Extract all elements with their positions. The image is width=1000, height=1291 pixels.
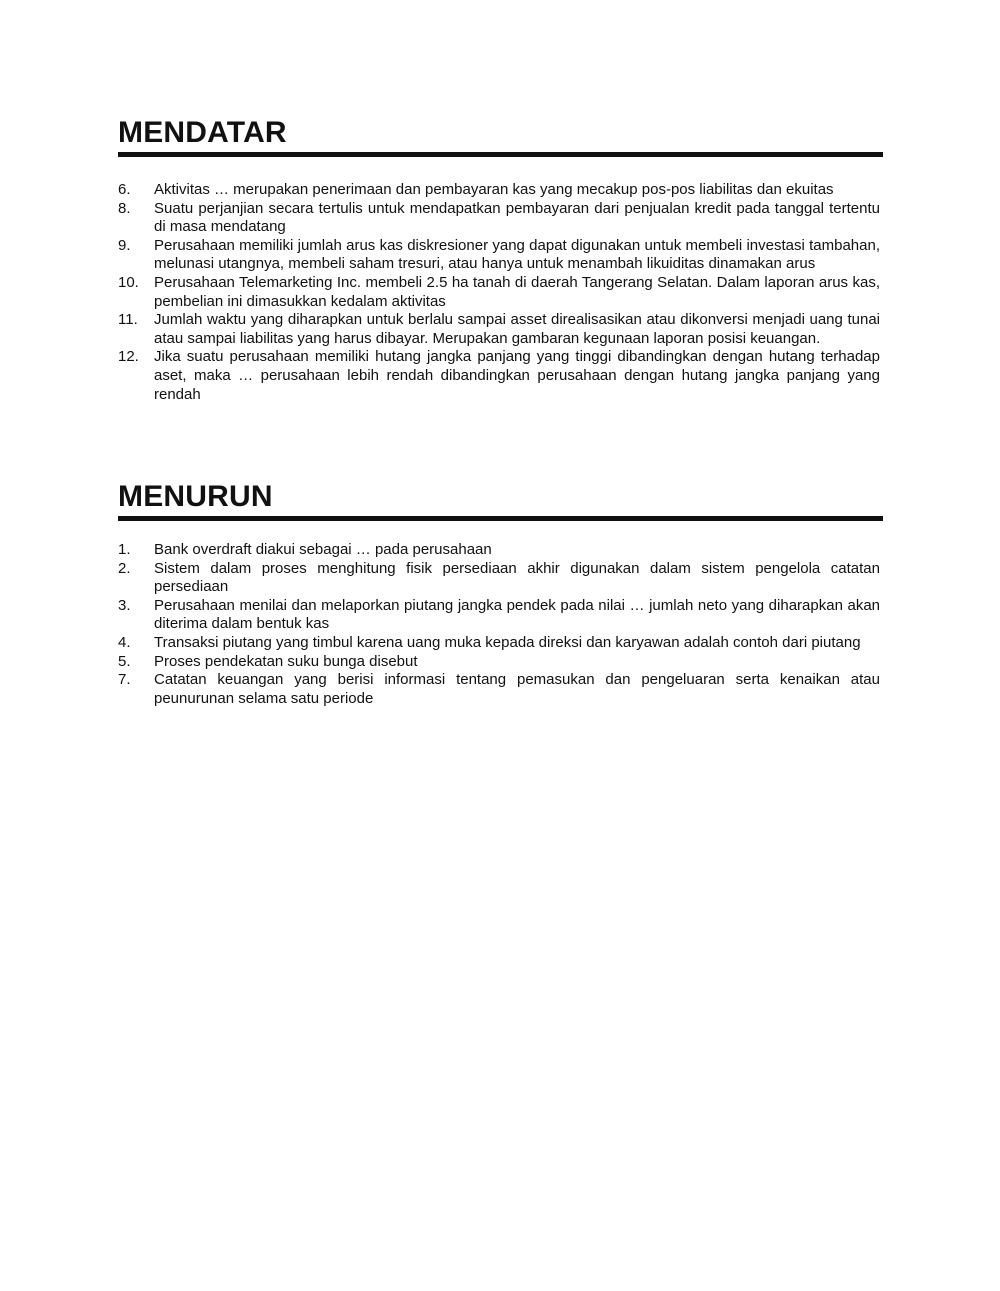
down-heading: MENURUN (118, 480, 273, 513)
down-section (118, 480, 883, 708)
clue-number: 5. (118, 652, 131, 670)
clue-number: 8. (118, 199, 131, 217)
clue-text: Aktivitas … merupakan penerimaan dan pembayaran kas yang mecakup pos-pos liabilitas dan ekuitas (154, 181, 834, 198)
clue-text: Perusahaan menilai dan melaporkan piutang jangka pendek pada nilai … jumlah neto yang diharapkan akan diterima dalam bentuk kas (154, 596, 880, 633)
down-clue-list (118, 541, 883, 708)
clue-number: 6. (118, 181, 131, 198)
across-heading-rule (118, 152, 883, 157)
clue-number: 9. (118, 236, 131, 254)
clue-text: Sistem dalam proses menghitung fisik persediaan akhir digunakan dalam sistem pengelola catatan persediaan (154, 559, 880, 596)
down-clue-5 (118, 653, 883, 672)
across-clue-11 (118, 311, 883, 348)
down-clue-7 (118, 671, 883, 708)
clue-number: 1. (118, 541, 131, 558)
across-clue-12 (118, 348, 883, 404)
clue-number: 10. (118, 273, 139, 291)
clue-text: Perusahaan Telemarketing Inc. membeli 2.5 ha tanah di daerah Tangerang Selatan. Dalam laporan arus kas, pembelian ini dimasukkan kedalam aktivitas (154, 273, 880, 310)
across-clue-9 (118, 237, 883, 274)
across-section (118, 116, 883, 404)
clue-number: 12. (118, 348, 139, 366)
clue-text: Jumlah waktu yang diharapkan untuk berlalu sampai asset direalisasikan atau dikonversi menjadi uang tunai atau sampai liabilitas yang harus dibayar. Merupakan gambaran kegunaan laporan posisi keuangan. (154, 311, 880, 347)
clue-text: Perusahaan memiliki jumlah arus kas diskresioner yang dapat digunakan untuk membeli investasi tambahan, melunasi utangnya, membeli saham tresuri, atau hanya untuk menambah likuiditas dinamakan arus (154, 236, 880, 273)
clue-text: Jika suatu perusahaan memiliki hutang jangka panjang yang tinggi dibandingkan dengan hutang terhadap aset, maka … perusahaan lebih rendah dibandingkan perusahaan dengan hutang jangka panjang yang rendah (154, 348, 880, 403)
clue-number: 2. (118, 559, 131, 577)
across-clue-8 (118, 200, 883, 237)
down-clue-3 (118, 597, 883, 634)
down-heading-rule (118, 516, 883, 521)
down-clue-4 (118, 634, 883, 653)
clue-text: Proses pendekatan suku bunga disebut (154, 652, 418, 670)
clue-text: Transaksi piutang yang timbul karena uang muka kepada direksi dan karyawan adalah contoh dari piutang (154, 633, 861, 651)
down-clue-1 (118, 541, 883, 560)
clue-number: 4. (118, 633, 131, 651)
across-clue-10 (118, 274, 883, 311)
across-heading: MENDATAR (118, 116, 287, 149)
clue-number: 7. (118, 671, 131, 689)
clue-number: 11. (118, 311, 138, 329)
across-clue-6 (118, 181, 883, 200)
clue-number: 3. (118, 596, 131, 614)
clue-text: Bank overdraft diakui sebagai … pada perusahaan (154, 541, 492, 558)
clue-text: Catatan keuangan yang berisi informasi tentang pemasukan dan pengeluaran serta kenaikan atau peunurunan selama satu periode (154, 671, 880, 707)
across-clue-list (118, 181, 883, 404)
clue-text: Suatu perjanjian secara tertulis untuk mendapatkan pembayaran dari penjualan kredit pada tanggal tertentu di masa mendatang (154, 199, 880, 236)
down-clue-2 (118, 560, 883, 597)
